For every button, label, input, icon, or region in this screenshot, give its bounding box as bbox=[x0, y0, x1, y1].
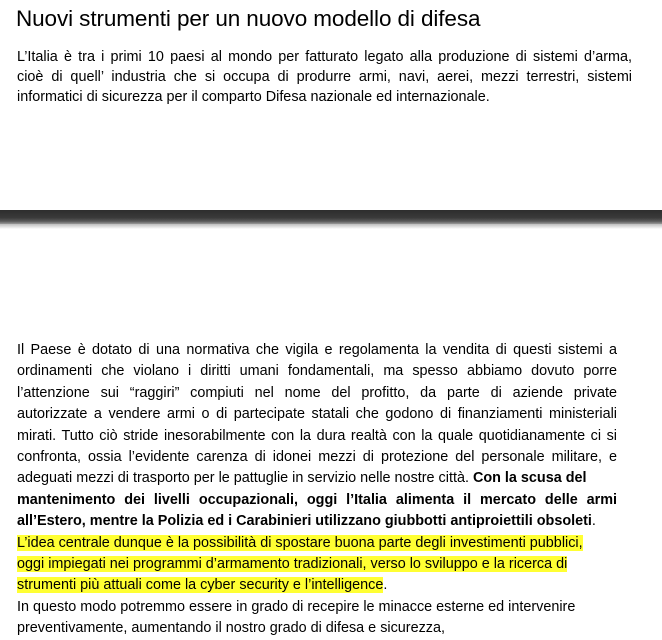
intro-line: L’Italia è tra i primi 10 paesi al mondo per fatturato legato alla produzione di sistemi d’arma, bbox=[17, 49, 632, 65]
bold-text: Con la scusa del bbox=[472, 470, 587, 487]
highlighted-text: oggi impiegati nei programmi d’armamento tradizionali, verso lo sviluppo e la ricerca di bbox=[17, 556, 568, 573]
document-page-top bbox=[0, 0, 662, 210]
bold-line: mantenimento dei livelli occupazionali, oggi l’Italia alimenta il mercato delle armi bbox=[17, 491, 617, 508]
highlighted-text: L’idea centrale dunque è la possibilità di spostare buona parte degli investimenti pubblici, bbox=[17, 534, 583, 551]
body-line: ordinamenti che violano i diritti umani fondamentali, ma spesso abbiamo dovuto porre bbox=[17, 363, 617, 380]
body-paragraph bbox=[17, 340, 617, 640]
body-line: autorizzate a vendere armi o di partecipate statali che godono di finanziamenti ministeriali bbox=[17, 406, 617, 423]
body-line: confronta, ossia l’evidente carenza di idonei mezzi di protezione del personale militare, e bbox=[17, 449, 617, 466]
intro-line: informatici di sicurezza per il comparto Difesa nazionale ed internazionale. bbox=[17, 89, 490, 105]
section-title: Nuovi strumenti per un nuovo modello di difesa bbox=[16, 6, 481, 31]
period-text: . bbox=[591, 513, 596, 530]
highlighted-line bbox=[17, 554, 617, 575]
period-text: . bbox=[383, 577, 388, 594]
bold-text: all’Estero, mentre la Polizia ed i Carabinieri utilizzano giubbotti antiproiettili obsoleti bbox=[17, 513, 592, 530]
intro-line: cioè di quell’ industria che si occupa di produrre armi, navi, aerei, mezzi terrestri, sistemi bbox=[17, 69, 632, 85]
body-line: In questo modo potremmo essere in grado di recepire le minacce esterne ed intervenire bbox=[17, 598, 576, 615]
highlighted-line bbox=[17, 575, 617, 596]
page-separator bbox=[0, 210, 662, 224]
body-text-normal: adeguati mezzi di trasporto per le pattuglie in servizio nelle nostre città. bbox=[17, 470, 469, 487]
highlighted-text: strumenti più attuali come la cyber security e l’intelligence bbox=[17, 577, 384, 594]
body-line-mixed bbox=[17, 468, 617, 489]
body-line: l’attenzione sui “raggiri” compiuti nel nome del profitto, da parte di aziende private bbox=[17, 384, 617, 401]
intro-paragraph bbox=[17, 47, 632, 107]
body-line: preventivamente, aumentando il nostro grado di difesa e sicurezza, bbox=[17, 620, 445, 637]
body-line: mirati. Tutto ciò stride inesorabilmente con la dura realtà con la quale quotidianamente ci si bbox=[17, 427, 617, 444]
highlighted-line bbox=[17, 533, 617, 554]
page-separator-shadow bbox=[0, 224, 662, 229]
body-line-mixed bbox=[17, 511, 617, 532]
body-line: Il Paese è dotato di una normativa che vigila e regolamenta la vendita di questi sistemi a bbox=[17, 342, 617, 358]
